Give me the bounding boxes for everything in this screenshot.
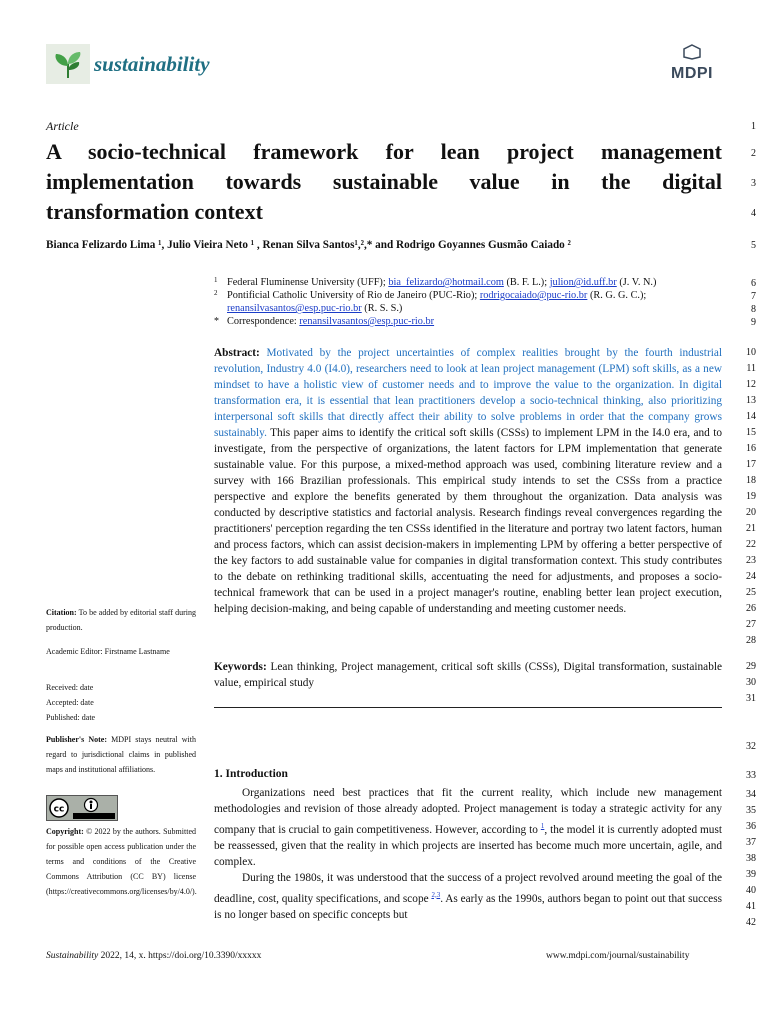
email-link[interactable]: renansilvasantos@esp.puc-rio.br (227, 303, 362, 314)
line-number: 1 (751, 121, 756, 132)
paragraph (214, 785, 722, 870)
footer-doi[interactable]: 2022, 14, x. https://doi.org/10.3390/xxxxx (98, 951, 262, 961)
line-number: 39 (746, 869, 756, 880)
keywords (214, 659, 722, 691)
line-number: 26 (746, 603, 756, 614)
article-title (46, 137, 722, 227)
affiliation-initials: (J. V. N.) (616, 277, 657, 288)
line-number: 35 (746, 805, 756, 816)
abstract-label: Abstract: (214, 347, 260, 359)
abstract-text: This paper aims to identify the critical soft skills (CSSs) to implement LPM in the I4.0 era, and to investigate, from the perspective of organizations, the latent factors for LPM implementation that generate sustainable value. For this purpose, a mixed-method approach was used, combining literature review and a survey with 166 Brazilian professionals. This empirical study intends to set the CSSs from a practice perspective and explore the benefits generated by them throughout the organization. Data analysis was conducted by descriptive statistics and factorial analysis. Research findings reveal convergences regarding the practitioners' perception regarding the ten CSSs identified in the literature and portray two latent factors, human and process factors, which can assist decision-makers in implementing LPM by offering a better perspective of the key factors to add sustainable value for companies in digital transformation context. This study contributes to the debate on rethinking traditional skills, accentuating the need for adjustments, and proposes a socio-technical framework that can be used in a project manager's routine, enabling better lean project execution, helping decision-making, and being capable of understanding and meeting customer needs. (214, 427, 722, 615)
received-date: Received: date (46, 683, 94, 692)
publisher-note-label: Publisher's Note: (46, 735, 108, 744)
footer-url[interactable]: www.mdpi.com/journal/sustainability (546, 951, 690, 961)
abstract-highlighted: Motivated by the project uncertainties of complex realities brought by the fourth industrial revolution, Industry 4.0 (I4.0), researchers need to look at lean project management (LPM) soft skills, as a new mindset to have a holistic view of customer needs and to improve the value to the organization. In digital transformation era, it is essential that lean practitioners develop a socio-technical thinking, also prioritizing interpersonal soft skills that directly affect their ability to solve problems in order that the company grows sustainably. (214, 347, 723, 439)
citation-ref[interactable]: 2,3 (431, 890, 441, 899)
line-number: 19 (746, 491, 756, 502)
line-number: 9 (751, 317, 756, 328)
affiliation-mark: 1 (214, 276, 218, 284)
line-number: 37 (746, 837, 756, 848)
line-number: 32 (746, 741, 756, 752)
line-number: 10 (746, 347, 756, 358)
email-link[interactable]: bia_felizardo@hotmail.com (388, 277, 504, 288)
line-number: 22 (746, 539, 756, 550)
author-list: Bianca Felizardo Lima ¹, Julio Vieira Neto ¹ , Renan Silva Santos¹,²,* and Rodrigo Goyannes Gusmão Caiado ² (46, 239, 571, 251)
line-number: 33 (746, 770, 756, 781)
affiliation-text: Pontificial Catholic University of Rio de Janeiro (PUC-Rio); (227, 290, 480, 301)
line-number: 20 (746, 507, 756, 518)
publisher-logo (664, 44, 720, 80)
journal-logo (46, 44, 90, 84)
line-number: 5 (751, 240, 756, 251)
line-number: 2 (751, 148, 756, 159)
affiliation-text: Federal Fluminense University (UFF); (227, 277, 389, 288)
paragraph-text: During the 1980s, it was understood that the success of a project revolved around meeting the goal of the deadline, cost, quality specifications, and scope (214, 872, 722, 905)
line-number: 36 (746, 821, 756, 832)
line-number: 41 (746, 901, 756, 912)
line-number: 11 (746, 363, 756, 374)
publisher-note-text: MDPI stays neutral with regard to jurisdictional claims in published maps and institutional affiliations. (46, 735, 197, 774)
cc-by-badge[interactable] (46, 795, 118, 821)
citation-label: Citation: (46, 608, 77, 617)
article-type: Article (46, 119, 79, 133)
paragraph-text: Organizations need best practices that fit the current reality, which include new management methodologies and revision of those already adopted. Project management is today a strategic activity for any company that is crucial to gain competitiveness. However, according to (214, 787, 722, 836)
leaf-icon (46, 44, 90, 84)
publisher-note (46, 732, 196, 777)
keywords-label: Keywords: (214, 661, 267, 673)
title-line: implementation towards sustainable value in the digital (46, 169, 722, 194)
title-line: transformation context (46, 199, 263, 224)
line-number: 34 (746, 789, 756, 800)
line-number: 40 (746, 885, 756, 896)
line-number: 23 (746, 555, 756, 566)
keywords-text: Lean thinking, Project management, critical soft skills (CSSs), Digital transformation, sustainable value, empirical study (214, 661, 722, 689)
line-number: 24 (746, 571, 756, 582)
paragraph (214, 870, 722, 923)
line-number: 30 (746, 677, 756, 688)
email-link[interactable]: julion@id.uff.br (549, 277, 617, 288)
email-link[interactable]: rodrigocaiado@puc-rio.br (479, 290, 588, 301)
line-number: 14 (746, 411, 756, 422)
svg-text:cc: cc (53, 804, 65, 815)
line-number: 29 (746, 661, 756, 672)
footer-citation (46, 951, 261, 961)
line-number: 17 (746, 459, 756, 470)
academic-editor: Academic Editor: Firstname Lastname (46, 647, 170, 656)
copyright-text: © 2022 by the authors. Submitted for possible open access publication under the terms and conditions of the Creative Commons Attribution (CC BY) license (https://creativecommons.org/licenses/by/4.0/). (46, 827, 197, 896)
paragraph-text: , the model it is currently adopted must be reassessed, given that the reality in which projects are inserted has become much more uncertain, agile, and complex. (214, 823, 722, 868)
accepted-date: Accepted: date (46, 698, 94, 707)
line-number: 42 (746, 917, 756, 928)
affiliation-mark: * (214, 316, 219, 327)
paragraph-text: . As early as the 1990s, authors began to point out that success is no longer based on specific concepts but (214, 892, 722, 921)
published-date: Published: date (46, 713, 96, 722)
journal-name: sustainability (94, 52, 210, 76)
divider (214, 707, 722, 708)
line-number: 38 (746, 853, 756, 864)
line-number: 28 (746, 635, 756, 646)
line-number: 16 (746, 443, 756, 454)
line-number: 4 (751, 208, 756, 219)
affiliation-initials: (R. S. S.) (361, 303, 403, 314)
copyright-label: Copyright: (46, 827, 84, 836)
line-number: 7 (751, 291, 756, 302)
line-number: 8 (751, 304, 756, 315)
section-heading: 1. Introduction (214, 768, 288, 780)
line-number: 18 (746, 475, 756, 486)
line-number: 31 (746, 693, 756, 704)
line-number: 3 (751, 178, 756, 189)
line-number: 27 (746, 619, 756, 630)
line-number: 21 (746, 523, 756, 534)
cc-by-icon (47, 796, 117, 820)
line-number: 6 (751, 278, 756, 289)
footer-journal: Sustainability (46, 951, 99, 961)
title-line: A socio-technical framework for lean project management (46, 139, 722, 164)
affiliation-initials: (B. F. L.); (503, 277, 550, 288)
abstract (214, 345, 722, 617)
line-number: 13 (746, 395, 756, 406)
email-link[interactable]: renansilvasantos@esp.puc-rio.br (299, 316, 435, 327)
citation-note (46, 605, 196, 635)
mdpi-hexagon-icon (664, 44, 720, 60)
introduction-body (214, 785, 722, 923)
affiliation-mark: 2 (214, 289, 218, 297)
line-number: 25 (746, 587, 756, 598)
copyright-note (46, 824, 196, 899)
publisher-name: MDPI (671, 65, 713, 82)
citation-ref[interactable]: 1 (540, 821, 545, 830)
citation-text: To be added by editorial staff during production. (46, 608, 196, 632)
line-number: 12 (746, 379, 756, 390)
affiliation-initials: (R. G. G. C.); (587, 290, 647, 301)
line-number: 15 (746, 427, 756, 438)
correspondence-label: Correspondence: (227, 316, 300, 327)
